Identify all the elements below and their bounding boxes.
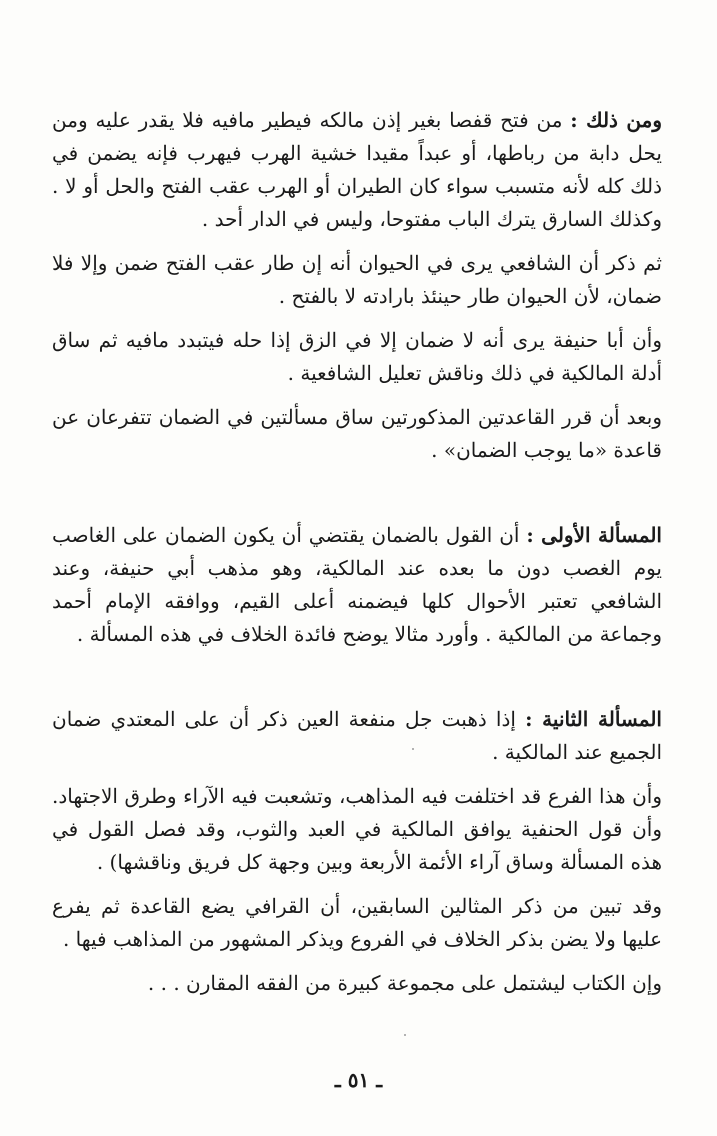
paragraph-lead: المسألة الثانية : [525, 707, 662, 731]
paragraph-lead: المسألة الأولى : [526, 523, 662, 547]
spacer [52, 956, 662, 967]
paragraph-text: أن القول بالضمان يقتضي أن يكون الضمان على الغاصب يوم الغصب دون ما بعده عند المالكية، وهو مذهب أبي حنيفة، وعند الشافعي تعتبر الأحوال كلها فيضمنه أعلى القيم، ووافقه الإمام أحمد وجماعة من المالكية . وأورد مثالا يوضح فائدة الخلاف في هذه المسألة . [52, 523, 663, 646]
spacer [52, 313, 662, 324]
paragraph-4 [52, 401, 662, 467]
main-text [52, 104, 662, 1000]
scan-speck [404, 1034, 406, 1036]
spacer [52, 390, 662, 401]
scan-speck [412, 748, 414, 750]
paragraph-3 [52, 324, 662, 390]
paragraph-text: وأن أبا حنيفة يرى أنه لا ضمان إلا في الزق إذا حله فيتبدد مافيه ثم ساق أدلة المالكية في ذلك وناقش تعليل الشافعية . [52, 328, 662, 385]
paragraph-9 [52, 967, 662, 1000]
paragraph-text: وإن الكتاب ليشتمل على مجموعة كبيرة من الفقه المقارن . . . [147, 971, 662, 995]
paragraph-7 [52, 780, 662, 879]
paragraph-lead: ومن ذلك : [570, 108, 663, 132]
paragraph-text: ثم ذكر أن الشافعي يرى في الحيوان أنه إن طار عقب الفتح ضمن وإلا فلا ضمان، لأن الحيوان طار حينئذ بارادته لا بالفتح . [52, 251, 662, 308]
spacer [52, 467, 662, 519]
spacer [52, 236, 662, 247]
paragraph-6 [52, 703, 662, 769]
paragraph-text: وقد تبين من ذكر المثالين السابقين، أن القرافي يضع القاعدة ثم يفرع عليها ولا يضن بذكر الخلاف في الفروع ويذكر المشهور من المذاهب فيها . [52, 894, 662, 951]
spacer [52, 651, 662, 703]
paragraph-5 [52, 519, 662, 651]
paragraph-8 [52, 890, 662, 956]
paragraph-text: وبعد أن قرر القاعدتين المذكورتين ساق مسألتين في الضمان تتفرعان عن قاعدة «ما يوجب الضمان» . [52, 405, 662, 462]
paragraph-2 [52, 247, 662, 313]
paragraph-text: من فتح قفصا بغير إذن مالكه فيطير مافيه فلا يقدر عليه ومن يحل دابة من رباطها، أو عبداً مقيدا خشية الهرب فيهرب فإنه يضمن في ذلك كله لأنه متسبب سواء كان الطيران أو الهرب عقب الفتح والحل أو لا . وكذلك السارق يترك الباب مفتوحا، وليس في الدار أحد . [52, 108, 662, 231]
paragraph-text: وأن هذا الفرع قد اختلفت فيه المذاهب، وتشعبت فيه الآراء وطرق الاجتهاد. وأن قول الحنفية يوافق المالكية في العبد والثوب، وقد فصل القول في هذه المسألة وساق آراء الأئمة الأربعة وبين وجهة كل فريق وناقشها) . [52, 784, 662, 874]
spacer [52, 769, 662, 780]
page-number: ـ ٥١ ـ [334, 1068, 383, 1092]
paragraph-1 [52, 104, 662, 236]
paragraph-text: إذا ذهبت جل منفعة العين ذكر أن على المعتدي ضمان الجميع عند المالكية . [52, 707, 662, 764]
spacer [52, 879, 662, 890]
